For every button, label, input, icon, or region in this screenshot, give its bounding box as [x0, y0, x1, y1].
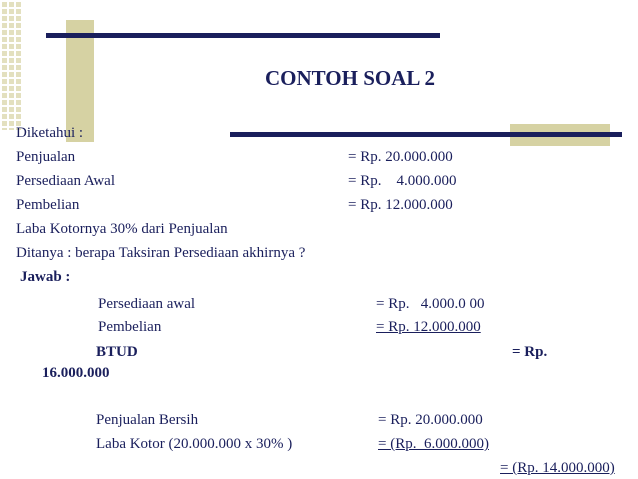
given-label-sales: Penjualan [16, 149, 76, 165]
answer-value-beginning-inventory: = Rp. 4.000.0 00 [376, 296, 485, 312]
answer-label-gross-profit: Laba Kotor (20.000.000 x 30% ) [96, 436, 293, 452]
page-title: CONTOH SOAL 2 [265, 66, 435, 90]
answer-value-net-sales: = Rp. 20.000.000 [378, 412, 483, 428]
given-heading: Diketahui : [16, 125, 84, 141]
answer-label-beginning-inventory: Persediaan awal [98, 296, 196, 312]
btud-value-prefix: = Rp. [512, 344, 548, 360]
decorative-title-bar [230, 132, 622, 137]
btud-value: 16.000.000 [42, 365, 110, 381]
given-label-purchases: Pembelian [16, 197, 80, 213]
given-value-beginning-inventory: = Rp. 4.000.000 [348, 173, 457, 189]
given-label-beginning-inventory: Persediaan Awal [16, 173, 116, 189]
decorative-grid-pattern [0, 0, 22, 130]
final-value: = (Rp. 14.000.000) [500, 460, 615, 476]
given-gross-profit-line: Laba Kotornya 30% dari Penjualan [16, 221, 228, 237]
given-question: Ditanya : berapa Taksiran Persediaan akhirnya ? [16, 245, 306, 261]
answer-value-gross-profit: = (Rp. 6.000.000) [378, 436, 489, 452]
decorative-top-bar [46, 33, 440, 38]
given-value-sales: = Rp. 20.000.000 [348, 149, 453, 165]
answer-label-net-sales: Penjualan Bersih [96, 412, 199, 428]
answer-label-purchases: Pembelian [98, 319, 162, 335]
given-value-purchases: = Rp. 12.000.000 [348, 197, 453, 213]
answer-value-purchases: = Rp. 12.000.000 [376, 319, 481, 335]
answer-heading: Jawab : [20, 269, 71, 285]
btud-label: BTUD [96, 344, 138, 360]
